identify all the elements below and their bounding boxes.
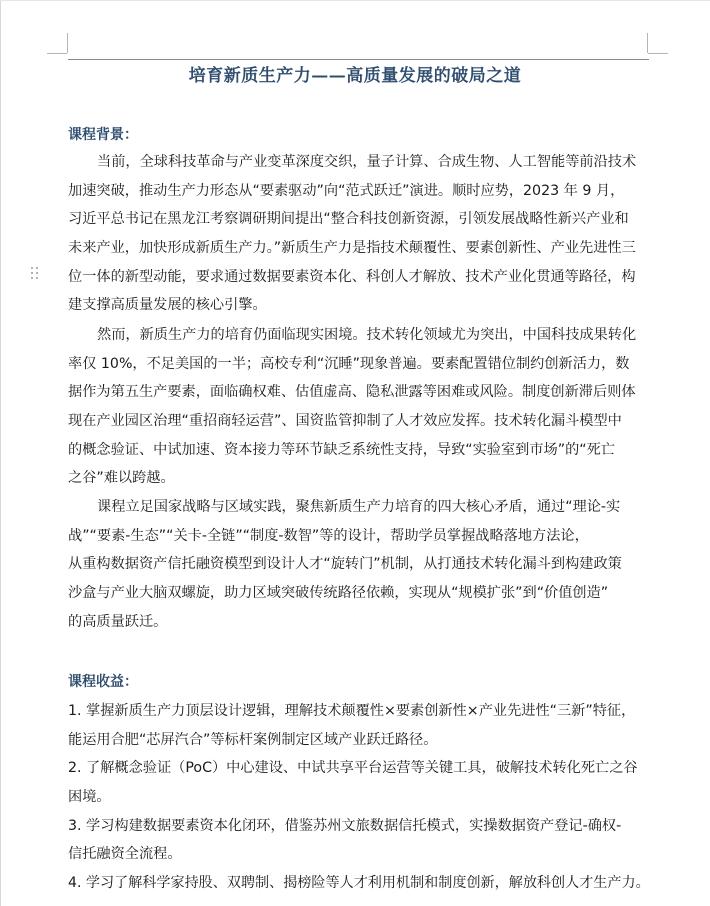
text-line: 现在产业园区治理“重招商轻运营”、国资监管抑制了人才效应发挥。技术转化漏斗模型中	[68, 413, 622, 430]
text-line: 课程立足国家战略与区域实践，聚焦新质生产力培育的四大核心矛盾，通过“理论-实	[97, 499, 621, 515]
text-line: 建支撑高质量发展的核心引擎。	[68, 297, 267, 314]
margin-corner-mark-right-h	[648, 53, 668, 54]
drag-handle-icon[interactable]	[31, 267, 39, 281]
text-line: 当前，全球科技革命与产业变革深度交织，量子计算、合成生物、人工智能等前沿技术	[97, 154, 637, 170]
text-line: 位一体的新型动能，要求通过数据要素资本化、科创人才解放、技术产业化贯通等路径，构	[68, 268, 636, 285]
text-line: 从重构数据资产信托融资模型到设计人才“旋转门”机制，从打通技术转化漏斗到构建政策	[68, 556, 622, 573]
page-top-edge	[0, 0, 710, 1]
section-heading-benefits: 课程收益：	[68, 674, 138, 690]
benefit-item-2-cont: 困境。	[68, 789, 111, 806]
background-paragraph-3	[68, 493, 650, 636]
text-line: 习近平总书记在黑龙江考察调研期间提出“整合科技创新资源，引领发展战略性新兴产业和	[68, 211, 629, 228]
text-line: 沙盒与产业大脑双螺旋，助力区域突破传统路径依赖，实现从“规模扩张”到“价值创造”	[68, 585, 609, 602]
benefit-item-1: 1. 掌握新质生产力顶层设计逻辑，理解技术颠覆性×要素创新性×产业先进性“三新”特征，	[68, 703, 636, 719]
text-line: 加速突破，推动生产力形态从“要素驱动”向“范式跃迁”演进。顺时应势，2023 年 9 月，	[68, 182, 625, 199]
text-line: 之谷”难以跨越。	[68, 470, 175, 487]
text-line: 然而，新质生产力的培育仍面临现实困境。技术转化领域尤为突出，中国科技成果转化	[97, 327, 637, 343]
text-line: 据作为第五生产要素，面临确权难、估值虚高、隐私泄露等困难或风险。制度创新滞后则体	[68, 384, 636, 401]
benefit-item-2: 2. 了解概念验证（PoC）中心建设、中试共享平台运营等关键工具，破解技术转化死亡之谷	[68, 760, 638, 777]
text-line: 率仅 10%，不足美国的一半；高校专利“沉睡”现象普遍。要素配置错位制约创新活力，数	[68, 355, 630, 372]
benefits-list	[68, 697, 650, 898]
margin-corner-mark-left-h	[47, 53, 67, 54]
text-line: 的高质量跃迁。	[68, 613, 168, 630]
page-left-edge	[0, 0, 1, 906]
background-paragraph-2	[68, 321, 650, 493]
text-line: 战”“要素-生态”“关卡-全链”“制度-数智”等的设计，帮助学员掌握战略落地方法论，	[68, 527, 589, 544]
document-title: 培育新质生产力——高质量发展的破局之道	[188, 66, 522, 86]
benefit-item-3-cont: 信托融资全流程。	[68, 846, 182, 863]
background-paragraph-1	[68, 148, 650, 320]
benefit-item-1-cont: 能运用合肥“芯屏汽合”等标杆案例制定区域产业跃迁路径。	[68, 731, 438, 748]
margin-corner-mark-right	[647, 33, 648, 53]
margin-corner-mark-left	[67, 33, 68, 53]
text-line: 未来产业，加快形成新质生产力。”新质生产力是指技术颠覆性、要素创新性、产业先进性三	[68, 240, 636, 257]
benefit-item-3: 3. 学习构建数据要素资本化闭环，借鉴苏州文旅数据信托模式，实操数据资产登记-确权-	[68, 817, 622, 834]
text-line: 的概念验证、中试加速、资本接力等环节缺乏系统性支持，导致“实验室到市场”的“死亡	[68, 441, 615, 458]
section-heading-background: 课程背景：	[68, 127, 138, 143]
benefit-item-4: 4. 学习了解科学家持股、双聘制、揭榜险等人才利用机制和制度创新，解放科创人才生产力。	[68, 875, 650, 892]
header-rule	[68, 59, 649, 60]
